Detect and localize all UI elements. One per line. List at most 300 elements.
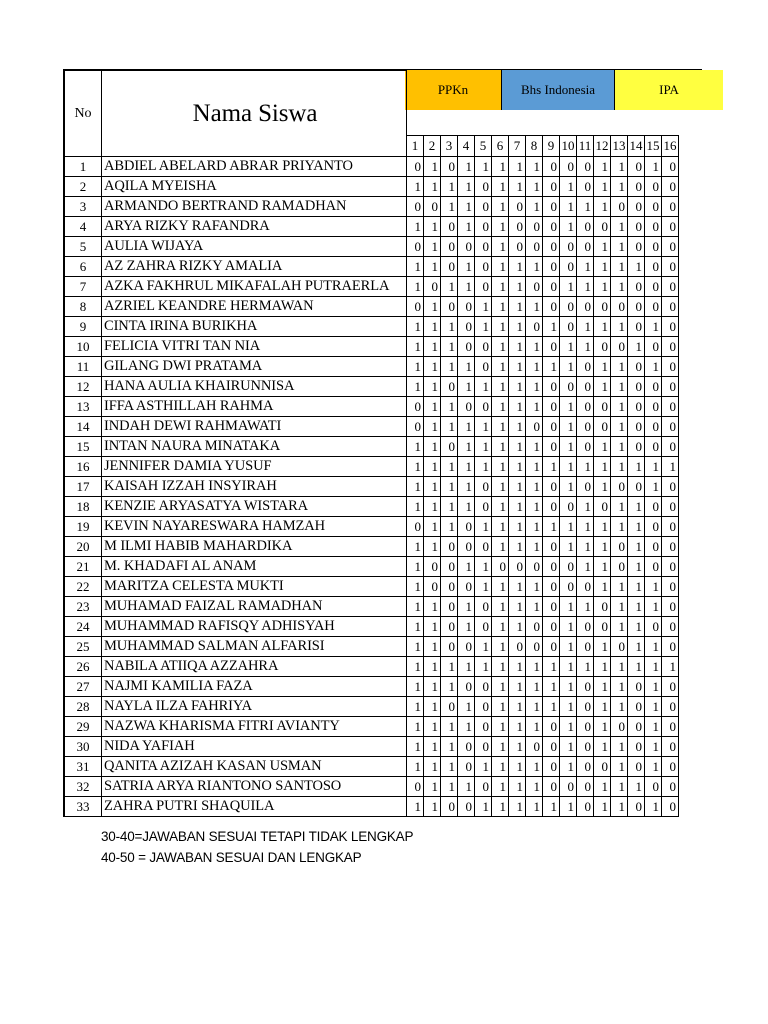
score-cell: 0 [441,637,458,657]
score-cell: 1 [526,577,543,597]
score-cell: 1 [526,197,543,217]
student-number: 15 [64,437,102,457]
score-cell: 1 [407,677,424,697]
note-partial-answer: 30-40=JAWABAN SESUAI TETAPI TIDAK LENGKAP [101,829,414,844]
score-cell: 0 [441,437,458,457]
score-cell: 0 [662,157,679,177]
item-number-15: 15 [645,135,662,157]
score-cell: 0 [475,337,492,357]
score-cell: 1 [594,797,611,817]
student-number: 6 [64,257,102,277]
score-cell: 1 [424,417,441,437]
score-cell: 1 [407,217,424,237]
score-cell: 1 [526,537,543,557]
score-cell: 0 [543,497,560,517]
score-cell: 1 [611,217,628,237]
student-number: 31 [64,757,102,777]
score-cell: 1 [628,597,645,617]
score-cell: 1 [543,677,560,697]
score-cell: 0 [475,597,492,617]
student-name: NAYLA ILZA FAHRIYA [102,697,407,717]
score-cell: 1 [407,337,424,357]
score-cell: 0 [662,397,679,417]
score-cell: 1 [543,657,560,677]
student-number: 3 [64,197,102,217]
score-cell: 0 [577,637,594,657]
score-cell: 1 [611,377,628,397]
score-cell: 0 [594,337,611,357]
score-cell: 0 [594,217,611,237]
score-cell: 0 [577,777,594,797]
score-cell: 0 [475,477,492,497]
score-cell: 1 [492,417,509,437]
score-cell: 1 [560,457,577,477]
score-cell: 1 [611,397,628,417]
score-cell: 0 [526,277,543,297]
score-cell: 0 [662,677,679,697]
score-cell: 0 [458,537,475,557]
score-cell: 1 [407,577,424,597]
score-cell: 0 [543,757,560,777]
student-name: HANA AULIA KHAIRUNNISA [102,377,407,397]
student-row [64,357,679,377]
score-cell: 0 [594,757,611,777]
score-cell: 0 [611,717,628,737]
score-cell: 1 [407,757,424,777]
student-name: M. KHADAFI AL ANAM [102,557,407,577]
score-cell: 1 [611,737,628,757]
score-cell: 1 [560,517,577,537]
score-cell: 0 [441,297,458,317]
student-number: 12 [64,377,102,397]
score-cell: 0 [611,637,628,657]
score-cell: 1 [560,217,577,237]
score-cell: 0 [577,477,594,497]
score-cell: 1 [611,157,628,177]
student-row [64,297,679,317]
score-cell: 0 [407,397,424,417]
score-cell: 1 [492,577,509,597]
score-cell: 0 [577,417,594,437]
score-cell: 1 [594,637,611,657]
score-cell: 1 [458,497,475,517]
score-cell: 1 [492,197,509,217]
score-cell: 0 [645,257,662,277]
score-cell: 0 [577,797,594,817]
score-cell: 1 [441,197,458,217]
score-cell: 0 [662,257,679,277]
score-cell: 0 [577,377,594,397]
score-cell: 0 [458,577,475,597]
score-sheet [63,69,679,817]
score-cell: 1 [424,437,441,457]
score-cell: 0 [594,617,611,637]
score-cell: 0 [577,297,594,317]
score-cell: 1 [509,797,526,817]
score-cell: 1 [628,777,645,797]
score-cell: 1 [526,377,543,397]
student-name: NAZWA KHARISMA FITRI AVIANTY [102,717,407,737]
score-cell: 0 [543,557,560,577]
student-name: NIDA YAFIAH [102,737,407,757]
score-cell: 1 [560,537,577,557]
score-cell: 1 [560,597,577,617]
score-cell: 1 [611,237,628,257]
score-cell: 0 [543,337,560,357]
score-cell: 0 [645,497,662,517]
score-cell: 1 [577,557,594,577]
score-cell: 1 [424,497,441,517]
score-cell: 1 [509,597,526,617]
student-row [64,577,679,597]
student-name: MUHAMMAD SALMAN ALFARISI [102,637,407,657]
score-cell: 1 [611,597,628,617]
student-name: MARITZA CELESTA MUKTI [102,577,407,597]
score-cell: 1 [492,337,509,357]
score-cell: 0 [662,417,679,437]
score-cell: 1 [509,737,526,757]
student-name: AQILA MYEISHA [102,177,407,197]
score-cell: 0 [628,297,645,317]
score-cell: 0 [407,157,424,177]
score-cell: 1 [492,677,509,697]
score-cell: 0 [407,417,424,437]
item-number-12: 12 [594,135,611,157]
score-cell: 1 [662,457,679,477]
score-table-body [64,70,679,817]
score-cell: 0 [628,317,645,337]
score-cell: 1 [492,297,509,317]
score-cell: 1 [492,697,509,717]
score-cell: 0 [458,797,475,817]
score-cell: 1 [526,757,543,777]
score-cell: 0 [543,277,560,297]
student-number: 1 [64,157,102,177]
score-cell: 0 [577,737,594,757]
no-column-header: No [64,70,102,157]
score-cell: 0 [543,177,560,197]
score-cell: 1 [475,797,492,817]
score-cell: 1 [628,617,645,637]
score-cell: 1 [560,417,577,437]
score-cell: 1 [509,417,526,437]
score-cell: 1 [492,537,509,557]
student-number: 18 [64,497,102,517]
student-name: INTAN NAURA MINATAKA [102,437,407,457]
score-cell: 0 [628,717,645,737]
subject-header-bahasa-indonesia: Bhs Indonesia [502,70,615,110]
score-cell: 0 [662,497,679,517]
score-cell: 0 [458,397,475,417]
score-cell: 0 [560,157,577,177]
score-cell: 1 [645,797,662,817]
score-cell: 1 [492,457,509,477]
score-cell: 1 [492,497,509,517]
score-cell: 1 [458,377,475,397]
score-cell: 1 [407,277,424,297]
score-cell: 1 [594,277,611,297]
student-number: 29 [64,717,102,737]
score-cell: 0 [662,617,679,637]
score-cell: 0 [407,777,424,797]
score-cell: 0 [441,377,458,397]
score-cell: 1 [526,797,543,817]
student-name: GILANG DWI PRATAMA [102,357,407,377]
score-cell: 1 [424,517,441,537]
score-cell: 1 [458,257,475,277]
score-cell: 0 [441,217,458,237]
score-cell: 0 [662,277,679,297]
score-cell: 1 [611,657,628,677]
score-cell: 1 [611,437,628,457]
score-cell: 1 [628,497,645,517]
score-cell: 0 [628,377,645,397]
score-cell: 1 [526,157,543,177]
score-cell: 0 [441,797,458,817]
student-number: 9 [64,317,102,337]
score-cell: 0 [441,557,458,577]
score-cell: 0 [645,197,662,217]
score-cell: 1 [577,497,594,517]
score-cell: 0 [475,777,492,797]
score-cell: 1 [407,317,424,337]
score-cell: 0 [543,777,560,797]
score-cell: 1 [475,517,492,537]
score-cell: 0 [594,397,611,417]
student-name: ABDIEL ABELARD ABRAR PRIYANTO [102,157,407,177]
student-name: ARYA RIZKY RAFANDRA [102,217,407,237]
score-cell: 0 [577,357,594,377]
score-cell: 1 [458,617,475,637]
student-row [64,317,679,337]
score-cell: 0 [628,397,645,417]
score-cell: 1 [441,397,458,417]
score-cell: 0 [662,637,679,657]
student-row [64,417,679,437]
score-cell: 0 [526,557,543,577]
score-cell: 0 [509,637,526,657]
score-cell: 1 [526,437,543,457]
score-table [63,69,679,817]
score-cell: 1 [424,637,441,657]
score-cell: 0 [560,297,577,317]
score-cell: 1 [492,177,509,197]
score-cell: 0 [645,417,662,437]
score-cell: 0 [662,737,679,757]
score-cell: 1 [611,277,628,297]
score-cell: 0 [543,297,560,317]
score-cell: 0 [628,437,645,457]
score-cell: 1 [492,517,509,537]
score-cell: 1 [594,377,611,397]
student-number: 23 [64,597,102,617]
score-cell: 1 [594,557,611,577]
score-cell: 1 [611,677,628,697]
score-cell: 0 [475,357,492,377]
score-cell: 0 [577,217,594,237]
score-cell: 0 [424,197,441,217]
student-name: FELICIA VITRI TAN NIA [102,337,407,357]
score-cell: 0 [645,437,662,457]
score-cell: 1 [594,317,611,337]
score-cell: 1 [577,657,594,677]
student-row [64,497,679,517]
score-cell: 1 [509,517,526,537]
score-cell: 0 [560,257,577,277]
student-name: QANITA AZIZAH KASAN USMAN [102,757,407,777]
score-cell: 0 [441,617,458,637]
student-row [64,377,679,397]
score-cell: 1 [611,517,628,537]
score-cell: 0 [424,557,441,577]
score-cell: 1 [526,677,543,697]
score-cell: 0 [577,677,594,697]
score-cell: 1 [441,417,458,437]
score-cell: 1 [458,597,475,617]
score-cell: 1 [594,657,611,677]
student-row [64,717,679,737]
score-cell: 1 [475,377,492,397]
score-cell: 1 [492,717,509,737]
score-cell: 0 [594,597,611,617]
score-cell: 1 [492,737,509,757]
score-cell: 0 [560,497,577,517]
student-row [64,697,679,717]
student-row [64,757,679,777]
score-cell: 1 [645,697,662,717]
score-cell: 0 [662,297,679,317]
score-cell: 1 [475,317,492,337]
score-cell: 0 [662,477,679,497]
score-cell: 1 [628,337,645,357]
score-cell: 1 [543,697,560,717]
score-cell: 1 [526,177,543,197]
score-cell: 1 [645,157,662,177]
score-cell: 1 [424,477,441,497]
score-cell: 1 [577,537,594,557]
score-cell: 1 [509,377,526,397]
score-cell: 1 [441,757,458,777]
score-cell: 1 [560,697,577,717]
item-number-4: 4 [458,135,475,157]
score-cell: 1 [509,397,526,417]
score-cell: 1 [424,237,441,257]
score-cell: 1 [645,637,662,657]
score-cell: 1 [424,657,441,677]
score-cell: 1 [577,517,594,537]
score-cell: 0 [628,177,645,197]
student-number: 17 [64,477,102,497]
score-cell: 1 [458,277,475,297]
score-cell: 1 [492,237,509,257]
student-name: SATRIA ARYA RIANTONO SANTOSO [102,777,407,797]
score-cell: 1 [441,457,458,477]
score-cell: 1 [424,737,441,757]
score-cell: 0 [458,637,475,657]
score-cell: 1 [441,497,458,517]
score-cell: 1 [458,157,475,177]
score-cell: 0 [475,617,492,637]
score-cell: 0 [543,577,560,597]
score-cell: 1 [611,257,628,277]
student-number: 19 [64,517,102,537]
score-cell: 0 [577,577,594,597]
score-cell: 1 [611,417,628,437]
score-cell: 1 [611,177,628,197]
score-cell: 0 [543,537,560,557]
score-cell: 1 [594,717,611,737]
score-cell: 1 [458,437,475,457]
item-number-3: 3 [441,135,458,157]
score-cell: 1 [594,197,611,217]
score-cell: 0 [628,357,645,377]
item-number-13: 13 [611,135,628,157]
score-cell: 0 [645,377,662,397]
student-row [64,337,679,357]
score-cell: 0 [458,297,475,317]
score-cell: 0 [577,437,594,457]
score-cell: 0 [458,337,475,357]
student-row [64,397,679,417]
score-cell: 1 [611,777,628,797]
score-cell: 1 [424,537,441,557]
score-cell: 1 [560,737,577,757]
score-cell: 1 [492,437,509,457]
student-name: CINTA IRINA BURIKHA [102,317,407,337]
student-name: AULIA WIJAYA [102,237,407,257]
score-cell: 1 [645,457,662,477]
student-number: 33 [64,797,102,817]
score-cell: 0 [645,337,662,357]
student-number: 20 [64,537,102,557]
score-cell: 1 [492,277,509,297]
score-cell: 1 [526,657,543,677]
score-cell: 1 [475,637,492,657]
score-cell: 0 [543,257,560,277]
score-cell: 1 [577,317,594,337]
score-cell: 1 [509,357,526,377]
score-cell: 1 [628,657,645,677]
score-cell: 1 [560,657,577,677]
score-cell: 1 [645,597,662,617]
student-number: 10 [64,337,102,357]
score-cell: 1 [509,657,526,677]
score-cell: 1 [407,537,424,557]
score-cell: 0 [611,337,628,357]
score-cell: 0 [662,237,679,257]
score-cell: 1 [560,357,577,377]
score-cell: 1 [526,717,543,737]
score-cell: 1 [458,697,475,717]
score-cell: 1 [594,577,611,597]
score-cell: 0 [458,517,475,537]
score-cell: 0 [611,557,628,577]
score-cell: 1 [458,557,475,577]
item-number-7: 7 [509,135,526,157]
score-cell: 1 [594,677,611,697]
score-cell: 0 [662,717,679,737]
score-cell: 1 [509,497,526,517]
score-cell: 1 [424,617,441,637]
score-cell: 0 [543,397,560,417]
score-cell: 0 [662,797,679,817]
score-cell: 1 [475,457,492,477]
score-cell: 1 [407,557,424,577]
score-cell: 0 [628,277,645,297]
score-cell: 1 [611,317,628,337]
score-cell: 1 [492,617,509,637]
student-row [64,557,679,577]
